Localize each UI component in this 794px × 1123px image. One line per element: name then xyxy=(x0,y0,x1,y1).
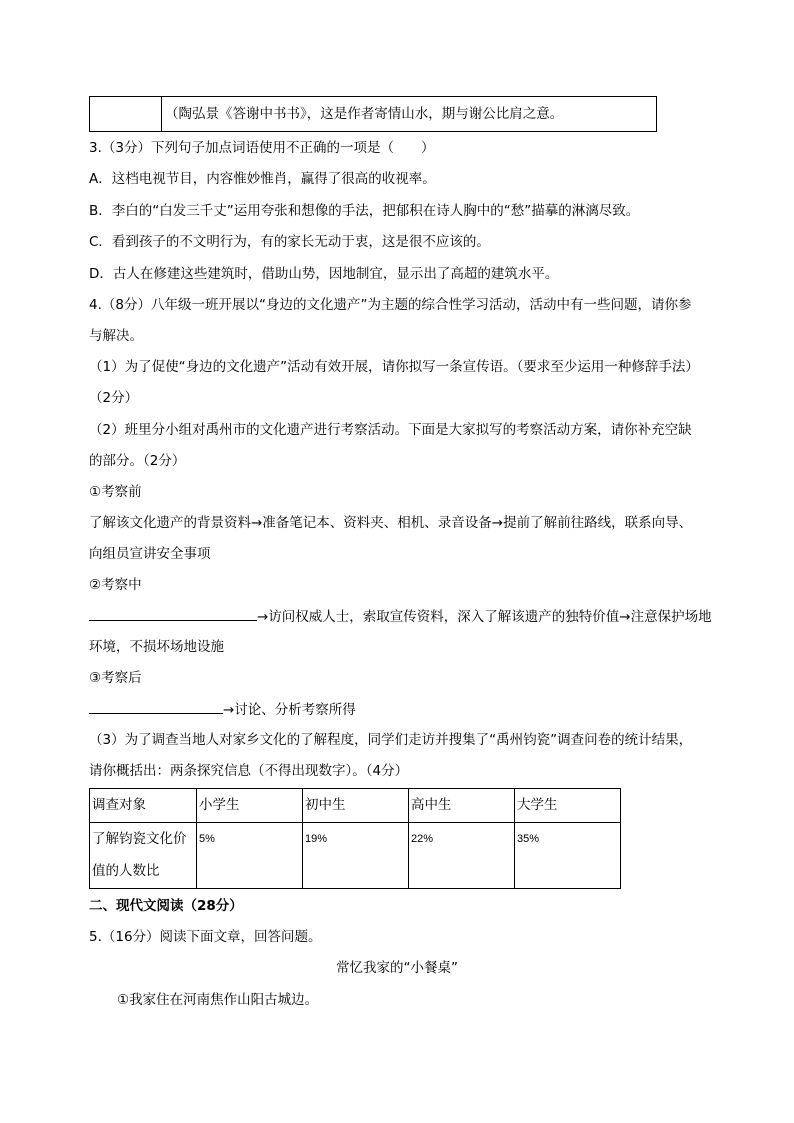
survey-row-label: 了解钧瓷文化价 值的人数比 xyxy=(90,823,197,889)
survey-value-cell: 22% xyxy=(409,823,515,889)
q5-stem: 5.（16分）阅读下面文章，回答问题。 xyxy=(89,929,322,945)
q4-during-line1 xyxy=(89,606,712,627)
q4-after-line1 xyxy=(89,699,356,720)
q3-option-d: D．古人在修建这些建筑时，借助山势，因地制宜，显示出了高超的建筑水平。 xyxy=(89,266,559,282)
q4-sub2-line2: 的部分。（2分） xyxy=(89,453,186,469)
top-table xyxy=(89,96,657,132)
q4-stem-line2: 与解决。 xyxy=(89,328,143,344)
top-table-right-cell xyxy=(162,97,657,132)
survey-header-cell: 大学生 xyxy=(515,789,621,823)
survey-header-cell: 初中生 xyxy=(303,789,409,823)
survey-header-cell: 高中生 xyxy=(409,789,515,823)
q4-after-title: ③考察后 xyxy=(89,670,142,686)
q3-option-a: A．这档电视节目，内容惟妙惟肖，赢得了很高的收视率。 xyxy=(89,171,436,187)
q4-sub3-line2: 请你概括出：两条探究信息（不得出现数字）。（4分） xyxy=(89,763,409,779)
q4-during-title: ②考察中 xyxy=(89,577,142,593)
article-para1: ①我家住在河南焦作山阳古城边。 xyxy=(117,992,319,1008)
during-answer-blank[interactable] xyxy=(89,606,257,621)
q4-during-text: →访问权威人士，索取宣传资料，深入了解该遗产的独特价值→注意保护场地 xyxy=(257,609,712,625)
survey-header-cell: 小学生 xyxy=(197,789,303,823)
survey-table xyxy=(89,788,621,889)
article-title: 常忆我家的“小餐桌” xyxy=(336,960,458,976)
q3-stem: 3.（3分）下列句子加点词语使用不正确的一项是（ ） xyxy=(89,140,435,156)
q4-sub2-line1: （2）班里分小组对禹州市的文化遗产进行考察活动。下面是大家拟写的考察活动方案，请你补充空缺 xyxy=(89,422,692,438)
q3-option-c: C．看到孩子的不文明行为，有的家长无动于衷，这是很不应该的。 xyxy=(89,234,490,250)
q4-after-text: →讨论、分析考察所得 xyxy=(223,702,356,718)
q4-sub1-line1: （1）为了促使“身边的文化遗产”活动有效开展，请你拟写一条宣传语。（要求至少运用一种修辞手法） xyxy=(89,359,699,375)
section2-title: 二、现代文阅读（28分） xyxy=(89,898,243,914)
survey-value-cell: 19% xyxy=(303,823,409,889)
q4-before-title: ①考察前 xyxy=(89,484,142,500)
q4-during-line2: 环境，不损坏场地设施 xyxy=(89,639,224,655)
after-answer-blank[interactable] xyxy=(89,699,223,714)
q4-sub1-line2: （2分） xyxy=(89,390,139,406)
top-table-left-cell xyxy=(90,97,162,132)
survey-header-cell: 调查对象 xyxy=(90,789,197,823)
q4-sub3-line1: （3）为了调查当地人对家乡文化的了解程度，同学们走访并搜集了“禹州钧瓷”调查问卷的统计结果， xyxy=(89,732,693,748)
q3-option-b: B．李白的“白发三千丈”运用夸张和想像的手法，把郁积在诗人胸中的“愁”描摹的淋漓尽致。 xyxy=(89,203,640,219)
q4-stem-line1: 4.（8分）八年级一班开展以“身边的文化遗产”为主题的综合性学习活动，活动中有一些问题，请你参 xyxy=(89,297,692,313)
q4-before-line2: 向组员宣讲安全事项 xyxy=(89,546,211,562)
top-table-right-text: （陶弘景《答谢中书书》，这是作者寄情山水，期与谢公比肩之意。 xyxy=(165,106,564,122)
survey-value-cell: 5% xyxy=(197,823,303,889)
survey-value-cell: 35% xyxy=(515,823,621,889)
q4-before-line1: 了解该文化遗产的背景资料→准备笔记本、资料夹、相机、录音设备→提前了解前往路线，联系向导、 xyxy=(89,515,693,531)
